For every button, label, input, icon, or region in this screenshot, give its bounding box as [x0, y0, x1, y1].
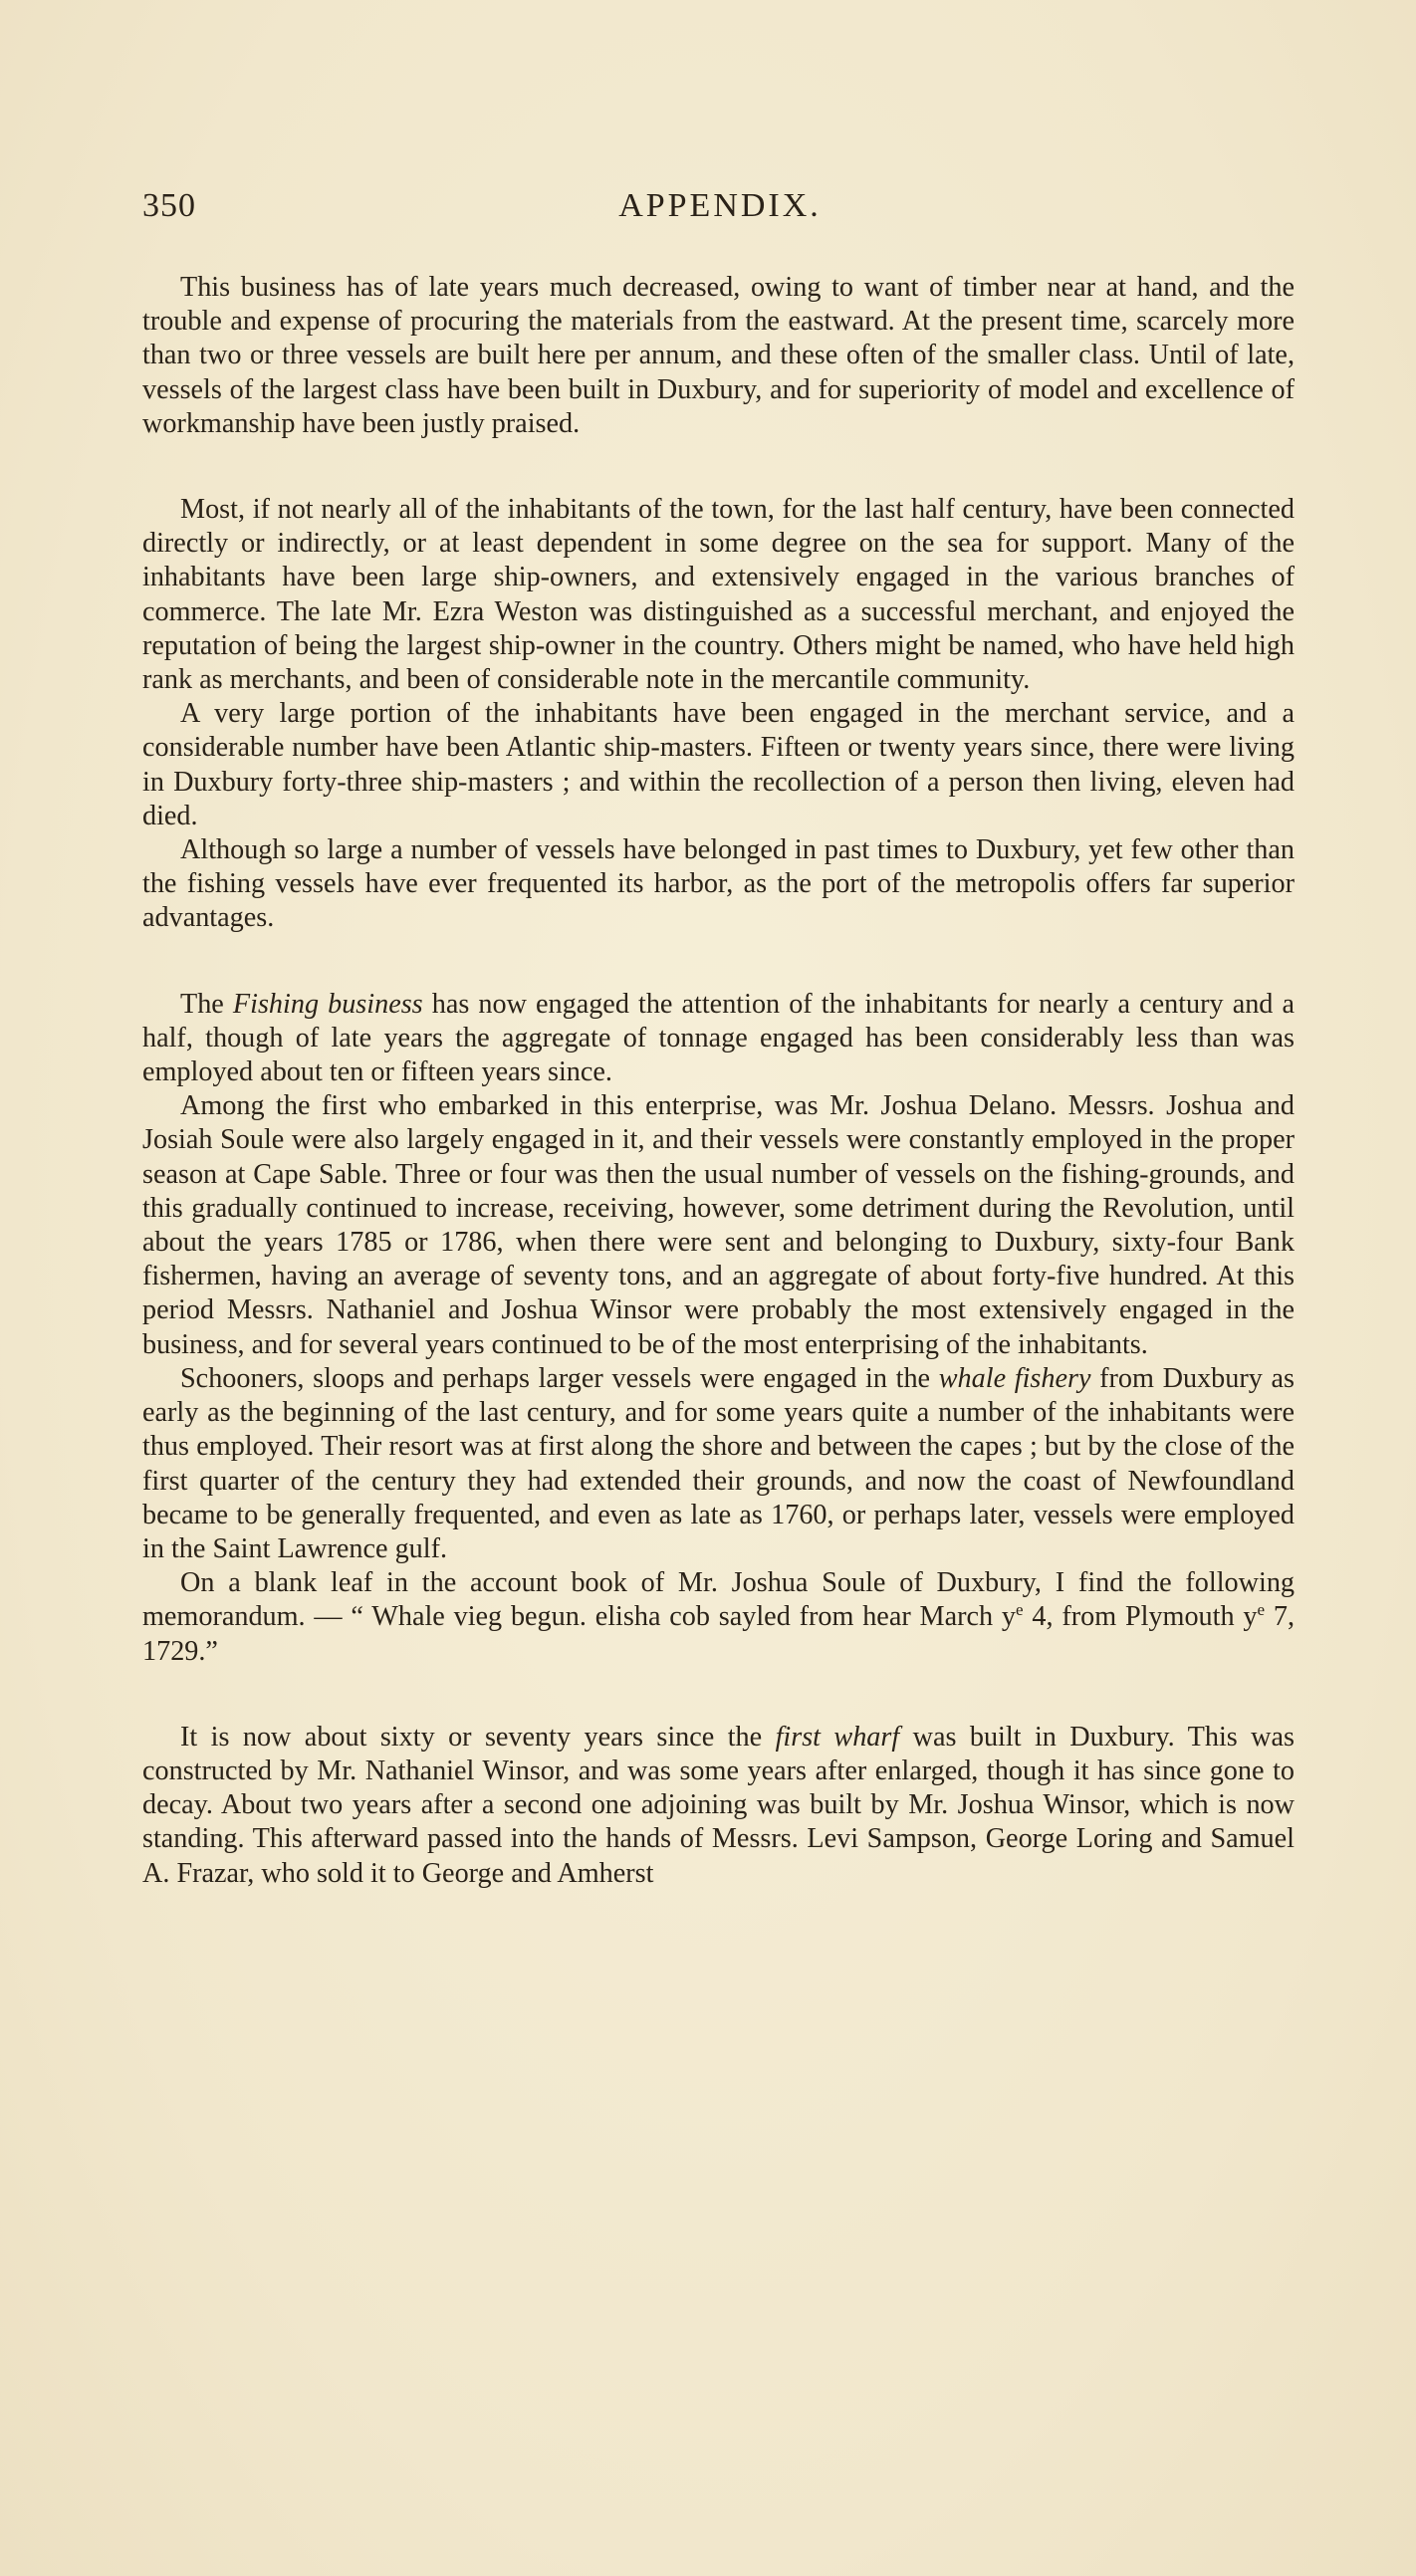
- paragraph-first-wharf: [142, 1721, 1295, 1891]
- running-title: APPENDIX.: [618, 187, 822, 224]
- text-run: has now engaged the attention of the inhabitants for nearly a century and a half, though of late years the aggregate of tonnage engaged has been considerably less than was employed about ten or fifteen years since.: [142, 988, 1295, 1088]
- paragraph-memorandum: [142, 1566, 1295, 1669]
- text-run: On a blank leaf in the account book of Mr. Joshua Soule of Duxbury, I find the following memorandum. — “ Whale vieg begun. elisha cob sayled from hear March y: [142, 1567, 1295, 1633]
- running-head: [142, 187, 1298, 237]
- page-number: 350: [142, 187, 196, 224]
- text-run: 7, 1729.”: [142, 1601, 1296, 1667]
- text-run: was built in Duxbury. This was constructed by Mr. Nathaniel Winsor, and was some years after enlarged, though it has since gone to decay. About two years after a second one adjoining was built by Mr. Joshua Winsor, which is now standing. This afterward passed into the hands of Messrs. Levi Sampson, George Loring and Samuel A. Frazar, who sold it to George and Amherst: [142, 1721, 1295, 1889]
- text-run: Schooners, sloops and perhaps larger vessels were engaged in the: [180, 1362, 939, 1394]
- paragraph-whale-fishery: [142, 1362, 1295, 1566]
- text-run: from Duxbury as early as the beginning of the last century, and for some years quite a number of the inhabitants were thus employed. Their resort was at first along the shore and between the capes ; but by the close of the first quarter of the century they had extended their grounds, and now the coast of Newfoundland became to be generally frequented, and even as late as 1760, or perhaps later, vessels were employed in the Saint Lawrence gulf.: [142, 1362, 1295, 1564]
- italic-term: first wharf: [775, 1721, 900, 1753]
- paragraph-shipbuilding: This business has of late years much decreased, owing to want of timber near at hand, and the trouble and expense of procuring the materials from the eastward. At the present time, scarcely more than two or three vessels are built here per annum, and these often of the smaller class. Until of late, vessels of the largest class have been built in Duxbury, and for superiority of model and excellence of workmanship have been justly praised.: [142, 272, 1295, 439]
- paragraph-first-fishermen: Among the first who embarked in this enterprise, was Mr. Joshua Delano. Messrs. Joshua and Josiah Soule were also largely engaged in it, and their vessels were constantly employed in the proper season at Cape Sable. Three or four was then the usual number of vessels on the fishing-grounds, and this gradually continued to increase, receiving, however, some detriment during the Revolution, until about the years 1785 or 1786, when there were sent and belonging to Duxbury, sixty-four Bank fishermen, having an average of seventy tons, and an aggregate of about forty-five hundred. At this period Messrs. Nathaniel and Joshua Winsor were probably the most extensively engaged in the business, and for several years continued to be of the most enterprising of the inhabitants.: [142, 1090, 1295, 1360]
- paragraph-harbor: Although so large a number of vessels have belonged in past times to Duxbury, yet few other than the fishing vessels have ever frequented its harbor, as the port of the metropolis offers far superior advantages.: [142, 834, 1295, 934]
- italic-term: Fishing business: [232, 988, 423, 1020]
- superscript: e: [1016, 1600, 1024, 1620]
- paragraph-fishing-business: [142, 988, 1295, 1090]
- text-run: The: [180, 988, 233, 1020]
- italic-term: whale fishery: [938, 1362, 1091, 1394]
- body-text: [142, 271, 1295, 1891]
- paragraph-merchant-service: A very large portion of the inhabitants have been engaged in the merchant service, and a considerable number have been Atlantic ship-masters. Fifteen or twenty years since, there were living in Duxbury forty-three ship-masters ; and within the recollection of a person then living, eleven had died.: [142, 698, 1295, 831]
- text-run: 4, from Plymouth y: [1023, 1601, 1258, 1633]
- paragraph-inhabitants-sea: Most, if not nearly all of the inhabitants of the town, for the last half century, have been connected directly or indirectly, or at least dependent in some degree on the sea for support. Many of the inhabitants have been large ship-owners, and extensively engaged in the various branches of commerce. The late Mr. Ezra Weston was distinguished as a successful merchant, and enjoyed the reputation of being the largest ship-owner in the country. Others might be named, who have held high rank as merchants, and been of considerable note in the mercantile community.: [142, 494, 1295, 696]
- text-run: It is now about sixty or seventy years since the: [180, 1721, 776, 1753]
- superscript: e: [1257, 1600, 1266, 1620]
